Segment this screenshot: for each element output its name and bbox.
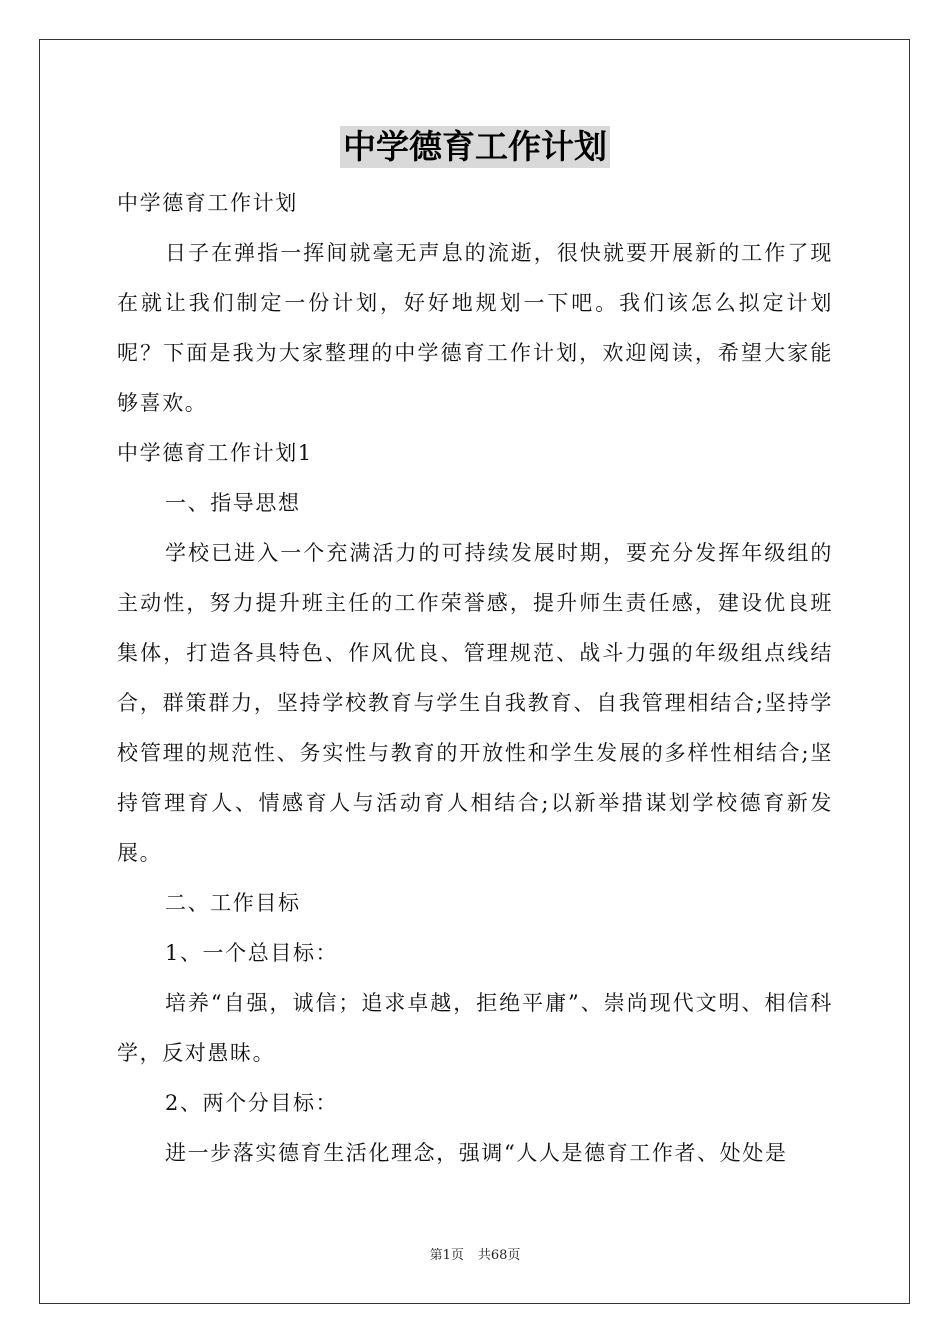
heading-guiding-ideology: 一、指导思想: [165, 491, 301, 515]
paragraph-overall-goal: 培养“自强，诚信；追求卓越，拒绝平庸”、崇尚现代文明、相信科学，反对愚昧。: [117, 991, 833, 1065]
heading-work-goals: 二、工作目标: [165, 891, 301, 915]
paragraph-sub-goals: 进一步落实德育生活化理念，强调“人人是德育工作者、处处是: [165, 1141, 788, 1165]
heading-sub-goals: 2、两个分目标：: [165, 1091, 339, 1115]
page-number: 第1页: [429, 1248, 464, 1263]
heading-overall-goal: 1、一个总目标：: [165, 941, 339, 965]
title-container: [0, 126, 950, 168]
section-heading-plan-1: 中学德育工作计划1: [117, 441, 313, 465]
paragraph-intro: 日子在弹指一挥间就毫无声息的流逝，很快就要开展新的工作了现在就让我们制定一份计划，好好地规划一下吧。我们该怎么拟定计划呢？下面是我为大家整理的中学德育工作计划，欢迎阅读，希望大家能够喜欢。: [117, 241, 833, 415]
page-total: 共68页: [477, 1248, 521, 1263]
page-footer: [0, 1246, 950, 1266]
paragraph-subtitle: 中学德育工作计划: [117, 191, 298, 215]
paragraph-guiding-ideology: 学校已进入一个充满活力的可持续发展时期，要充分发挥年级组的主动性，努力提升班主任的工作荣誉感，提升师生责任感，建设优良班集体，打造各具特色、作风优良、管理规范、战斗力强的年级组点线结合，群策群力，坚持学校教育与学生自我教育、自我管理相结合;坚持学校管理的规范性、务实性与教育的开放性和学生发展的多样性相结合;坚持管理育人、情感育人与活动育人相结合;以新举措谋划学校德育新发展。: [117, 541, 833, 865]
document-body: [117, 178, 833, 1178]
document-title: 中学德育工作计划: [340, 126, 610, 168]
